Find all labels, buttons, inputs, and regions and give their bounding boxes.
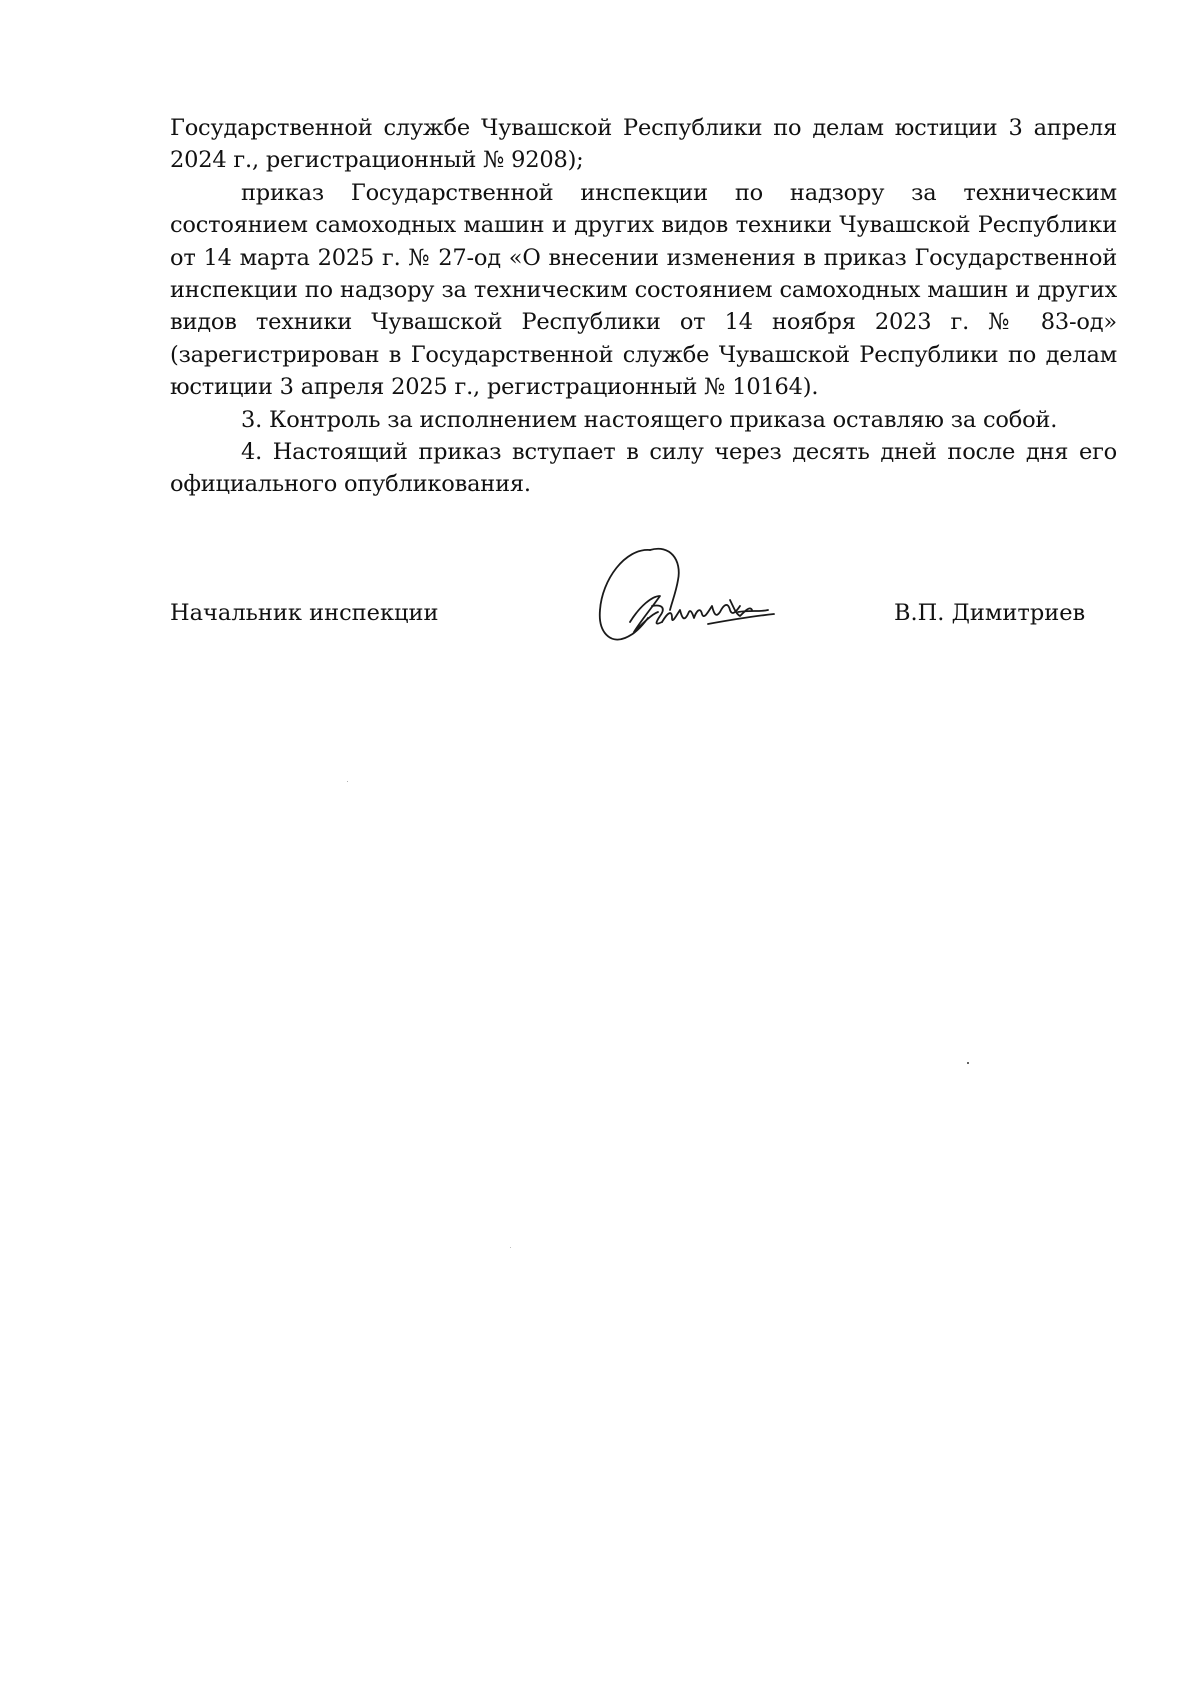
paragraph-order-reference: приказ Государственной инспекции по надзору за техническим состоянием самоходных машин и других видов техники Чувашской Республики от 14 марта 2025 г. № 27-од «О внесении изменения в приказ Государственной инспекции по надзору за техническим состоянием самоходных машин и других видов техники Чувашской Республики от 14 ноября 2023 г. № 83-од» (зарегистрирован в Государственной службе Чувашской Республики по делам юстиции 3 апреля 2025 г., регистрационный № 10164). bbox=[170, 179, 1117, 401]
paragraph-continuation: Государственной службе Чувашской Республики по делам юстиции 3 апреля 2024 г., регистрационный № 9208); bbox=[170, 115, 1117, 174]
paragraph-item-4: 4. Настоящий приказ вступает в силу через десять дней после дня его официального опубликования. bbox=[170, 439, 1117, 498]
handwritten-signature bbox=[590, 540, 780, 655]
scan-speck bbox=[510, 1247, 511, 1248]
signatory-name: В.П. Димитриев bbox=[894, 600, 1086, 626]
scan-speck bbox=[347, 781, 348, 782]
signatory-position: Начальник инспекции bbox=[170, 600, 439, 626]
paragraph-item-3: 3. Контроль за исполнением настоящего приказа оставляю за собой. bbox=[241, 406, 1058, 433]
signature-block bbox=[170, 540, 1100, 660]
document-body bbox=[170, 112, 1117, 501]
scan-speck bbox=[967, 1062, 969, 1064]
